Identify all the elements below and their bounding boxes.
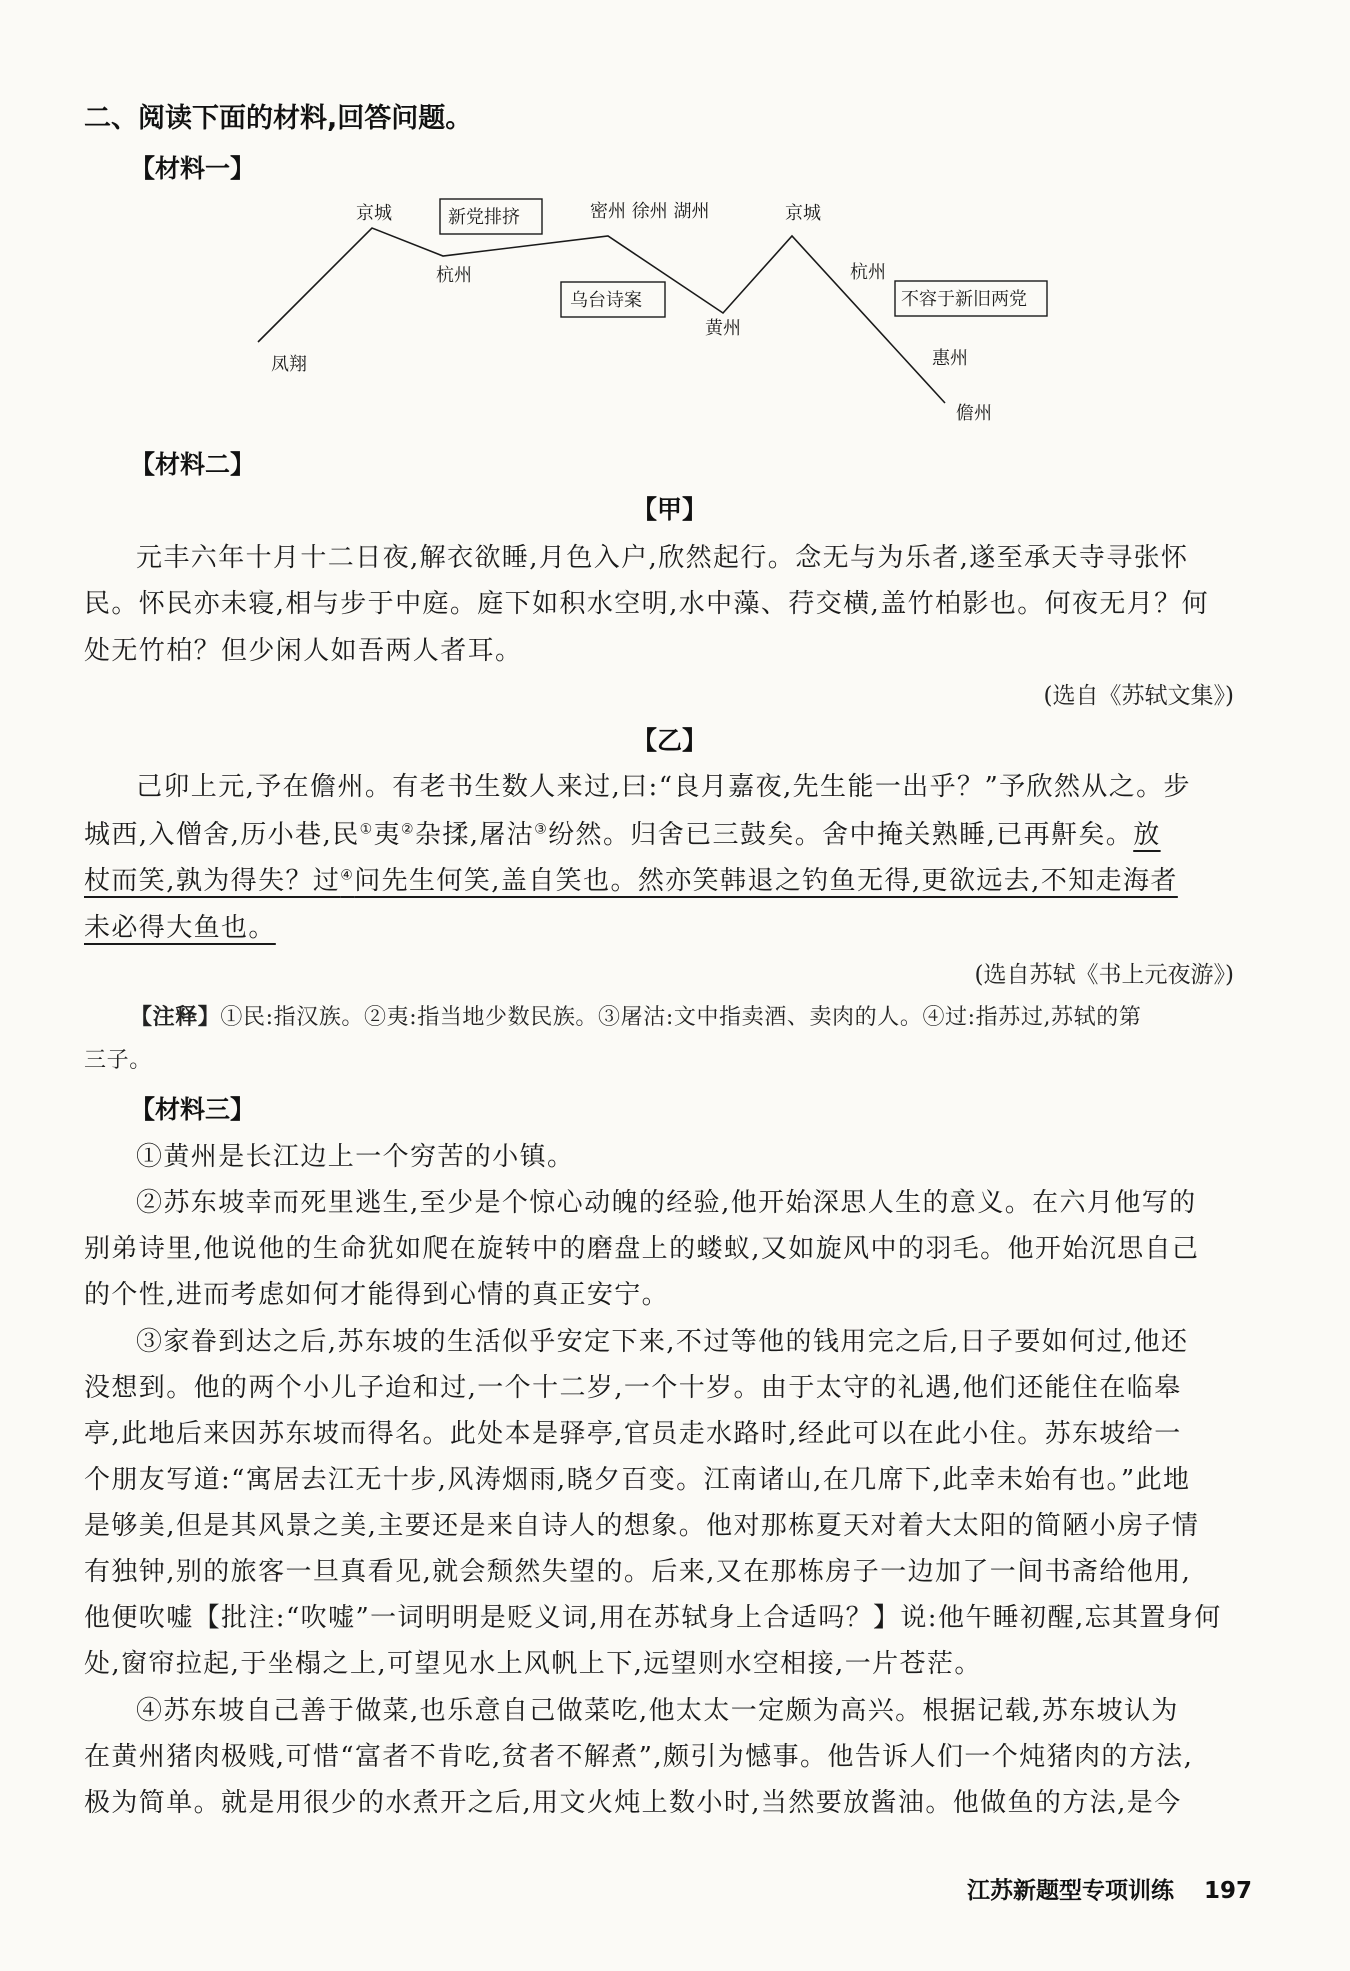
m3-line-3: 别弟诗里,他说他的生命犹如爬在旋转中的磨盘上的蝼蚁,又如旋风中的羽毛。他开始沉思自己	[84, 1234, 1200, 1264]
jia-line-1: 元丰六年十月十二日夜,解衣欲睡,月色入户,欣然起行。念无与为乐者,遂至承天寺寻张怀	[136, 543, 1189, 573]
section-heading: 二、阅读下面的材料,回答问题。	[84, 103, 473, 134]
jia-line-2: 民。怀民亦未寝,相与步于中庭。庭下如积水空明,水中藻、荇交横,盖竹柏影也。何夜无月？何	[84, 589, 1209, 619]
m3-line-2: ②苏东坡幸而死里逃生,至少是个惊心动魄的经验,他开始深思人生的意义。在六月他写的	[136, 1188, 1197, 1218]
place-jingcheng-2: 京城	[785, 203, 821, 224]
place-danzhou: 儋州	[956, 403, 992, 424]
m3-line-10: 有独钟,别的旅客一旦真看见,就会颓然失望的。后来,又在那栋房子一边加了一间书斋给他用,	[84, 1557, 1192, 1587]
note-line-1: 【注释】①民:指汉族。②夷:指当地少数民族。③屠沽:文中指卖酒、卖肉的人。④过:指苏过,苏轼的第	[130, 1005, 1142, 1030]
page-footer	[967, 1872, 1252, 1905]
yi-line-3: 杖而笑,孰为得失？过④问先生何笑,盖自笑也。然亦笑韩退之钓鱼无得,更欲远去,不知走海者	[84, 866, 1178, 896]
m3-line-5: ③家眷到达之后,苏东坡的生活似乎安定下来,不过等他的钱用完之后,日子要如何过,他还	[136, 1327, 1189, 1357]
yi-line-2: 城西,入僧舍,历小巷,民①夷②杂揉,屠沽③纷然。归舍已三鼓矣。舍中掩关熟睡,已再鼾矣。放	[84, 820, 1161, 850]
place-hangzhou-1: 杭州	[436, 265, 472, 286]
place-jingcheng-1: 京城	[356, 203, 392, 224]
box-label-buxing: 不容于新旧两党	[901, 289, 1027, 310]
m3-line-7: 亭,此地后来因苏东坡而得名。此处本是驿亭,官员走水路时,经此可以在此小住。苏东坡给一	[84, 1419, 1182, 1449]
box-label-wutai: 乌台诗案	[570, 290, 642, 311]
m3-line-4: 的个性,进而考虑如何才能得到心情的真正安宁。	[84, 1280, 670, 1310]
m3-line-6: 没想到。他的两个小儿子迨和过,一个十二岁,一个十岁。由于太守的礼遇,他们还能住在临皋	[84, 1373, 1182, 1403]
m3-line-1: ①黄州是长江边上一个穷苦的小镇。	[136, 1142, 575, 1172]
place-mi-xu-hu: 密州 徐州 湖州	[590, 201, 710, 222]
place-fengxiang: 凤翔	[271, 354, 307, 375]
yi-label: 【乙】	[632, 726, 708, 755]
m3-line-14: 在黄州猪肉极贱,可惜“富者不肯吃,贫者不解煮”,颇引为憾事。他告诉人们一个炖猪肉的方法,	[84, 1742, 1194, 1772]
place-huizhou: 惠州	[932, 348, 968, 369]
material1-label: 【材料一】	[130, 154, 256, 183]
jia-line-3: 处无竹柏？但少闲人如吾两人者耳。	[84, 636, 523, 666]
m3-line-9: 是够美,但是其风景之美,主要还是来自诗人的想象。他对那栋夏天对着大太阳的简陋小房子情	[84, 1511, 1200, 1541]
material2-label: 【材料二】	[130, 450, 256, 479]
m3-line-13: ④苏东坡自己善于做菜,也乐意自己做菜吃,他太太一定颇为高兴。根据记载,苏东坡认为	[136, 1696, 1179, 1726]
m3-line-12: 处,窗帘拉起,于坐榻之上,可望见水上风帆上下,远望则水空相接,一片苍茫。	[84, 1649, 982, 1679]
life-route-diagram	[0, 0, 1350, 440]
m3-line-8: 个朋友写道:“寓居去江无十步,风涛烟雨,晓夕百变。江南诸山,在几席下,此幸未始有也。”此地	[84, 1465, 1191, 1495]
page-number: 197	[1203, 1878, 1252, 1904]
yi-source: (选自苏轼《书上元夜游》)	[974, 962, 1234, 988]
book-title: 江苏新题型专项训练	[966, 1878, 1174, 1904]
note-line-2: 三子。	[84, 1048, 152, 1073]
material3-label: 【材料三】	[130, 1095, 256, 1124]
yi-line-4: 未必得大鱼也。	[84, 913, 276, 943]
box-label-xindang: 新党排挤	[448, 207, 520, 228]
m3-line-15: 极为简单。就是用很少的水煮开之后,用文火炖上数小时,当然要放酱油。他做鱼的方法,是今	[84, 1788, 1182, 1818]
m3-line-11: 他便吹嘘【批注:“吹嘘”一词明明是贬义词,用在苏轼身上合适吗？】说:他午睡初醒,忘其置身何	[84, 1603, 1222, 1633]
place-hangzhou-2: 杭州	[850, 262, 886, 283]
place-huangzhou: 黄州	[705, 318, 741, 339]
jia-source: (选自《苏轼文集》)	[1043, 683, 1234, 709]
jia-label: 【甲】	[632, 495, 708, 524]
yi-line-1: 己卯上元,予在儋州。有老书生数人来过,曰:“良月嘉夜,先生能一出乎？”予欣然从之。步	[136, 772, 1191, 802]
